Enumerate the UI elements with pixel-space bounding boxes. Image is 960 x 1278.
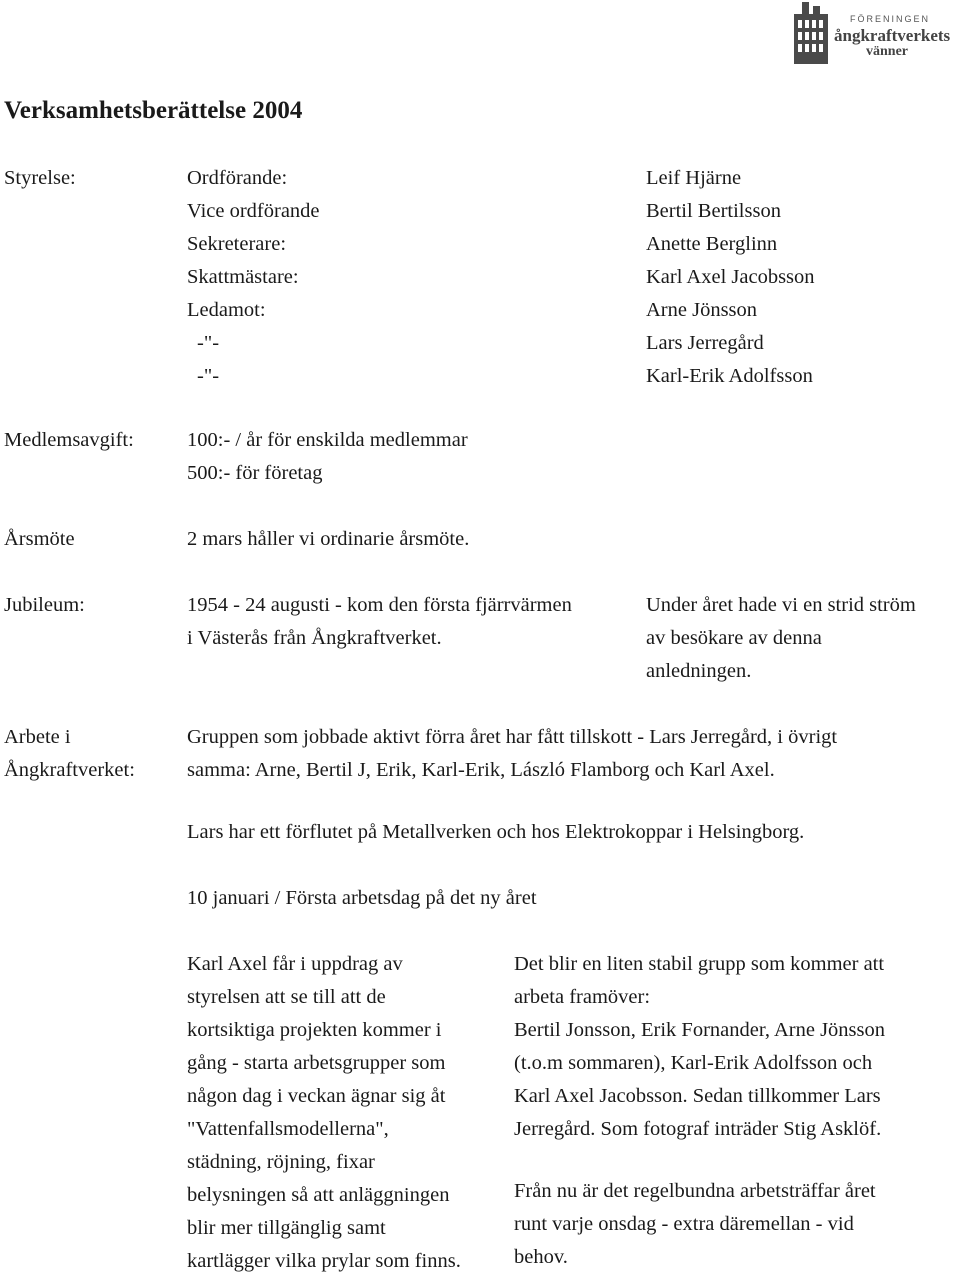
board-roles	[187, 162, 320, 393]
work-right-line: (t.o.m sommaren), Karl-Erik Adolfsson och	[514, 1052, 873, 1074]
board-role: -"-	[197, 332, 220, 354]
board-member-name: Leif Hjärne	[646, 167, 742, 189]
work-paragraph-2: Lars har ett förflutet på Metallverken och hos Elektrokoppar i Helsingborg.	[187, 821, 805, 843]
jubilee-left-1: 1954 - 24 augusti - kom den första fjärrvärmen	[187, 594, 572, 616]
work-left-line: någon dag i veckan ägnar sig åt	[187, 1085, 446, 1107]
work-right-line: Karl Axel Jacobsson. Sedan tillkommer Lars	[514, 1085, 881, 1107]
board-member-name: Karl-Erik Adolfsson	[646, 365, 813, 387]
work-paragraph-3: 10 januari / Första arbetsdag på det ny året	[187, 887, 537, 909]
work-right-line: Jerregård. Som fotograf inträder Stig Asklöf.	[514, 1118, 882, 1140]
work-label-1: Arbete i	[4, 726, 71, 748]
logo-line-2: ångkraftverkets	[834, 26, 951, 45]
jubilee-right-3: anledningen.	[646, 660, 752, 682]
work-label-2: Ångkraftverket:	[4, 759, 135, 781]
work-left-column	[187, 948, 461, 1278]
jubilee-label: Jubileum:	[4, 594, 85, 616]
logo-line-1: FÖRENINGEN	[850, 14, 931, 24]
work-left-line: blir mer tillgänglig samt	[187, 1217, 386, 1239]
work-right-line: behov.	[514, 1246, 568, 1268]
work-right-line: Från nu är det regelbundna arbetsträffar året	[514, 1180, 876, 1202]
board-role: Skattmästare:	[187, 266, 299, 288]
work-left-line: städning, röjning, fixar	[187, 1151, 375, 1173]
work-left-line: kortsiktiga projekten kommer i	[187, 1019, 442, 1041]
jubilee-right-2: av besökare av denna	[646, 627, 822, 649]
work-paragraph-1-line-2: samma: Arne, Bertil J, Erik, Karl-Erik, László Flamborg och Karl Axel.	[187, 759, 775, 781]
work-left-line: "Vattenfallsmodellerna",	[187, 1118, 389, 1140]
work-left-line: belysningen så att anläggningen	[187, 1184, 450, 1206]
work-right-column-a	[514, 948, 885, 1146]
logo-line-3: vänner	[866, 44, 908, 59]
board-names	[646, 162, 815, 393]
fee-label: Medlemsavgift:	[4, 429, 134, 451]
work-right-line: Det blir en liten stabil grupp som kommer att	[514, 953, 885, 975]
work-paragraph-1-line-1: Gruppen som jobbade aktivt förra året har fått tillskott - Lars Jerregård, i övrigt	[187, 726, 838, 748]
board-label: Styrelse:	[4, 167, 76, 189]
annual-label: Årsmöte	[4, 528, 75, 550]
board-member-name: Karl Axel Jacobsson	[646, 266, 815, 288]
work-right-line: Bertil Jonsson, Erik Fornander, Arne Jönsson	[514, 1019, 886, 1041]
work-left-line: kartlägger vilka prylar som finns.	[187, 1250, 461, 1272]
association-logo	[792, 0, 960, 66]
work-left-line: Karl Axel får i uppdrag av	[187, 953, 403, 975]
fee-line-1: 100:- / år för enskilda medlemmar	[187, 429, 468, 451]
annual-text: 2 mars håller vi ordinarie årsmöte.	[187, 528, 470, 550]
work-right-line: arbeta framöver:	[514, 986, 651, 1008]
board-role: Sekreterare:	[187, 233, 287, 255]
board-member-name: Lars Jerregård	[646, 332, 764, 354]
jubilee-left-2: i Västerås från Ångkraftverket.	[187, 627, 442, 649]
page-title: Verksamhetsberättelse 2004	[4, 97, 303, 124]
board-member-name: Bertil Bertilsson	[646, 200, 781, 222]
jubilee-right-1: Under året hade vi en strid ström	[646, 594, 916, 616]
board-member-name: Anette Berglinn	[646, 233, 778, 255]
work-left-line: gång - starta arbetsgrupper som	[187, 1052, 446, 1074]
work-right-line: runt varje onsdag - extra däremellan - vid	[514, 1213, 854, 1235]
work-left-line: styrelsen att se till att de	[187, 986, 386, 1008]
board-role: Vice ordförande	[187, 200, 320, 222]
board-member-name: Arne Jönsson	[646, 299, 758, 321]
board-role: Ordförande:	[187, 167, 288, 189]
board-role: Ledamot:	[187, 299, 266, 321]
board-role: -"-	[197, 365, 220, 387]
fee-line-2: 500:- för företag	[187, 462, 323, 484]
work-right-column-b	[514, 1175, 876, 1274]
